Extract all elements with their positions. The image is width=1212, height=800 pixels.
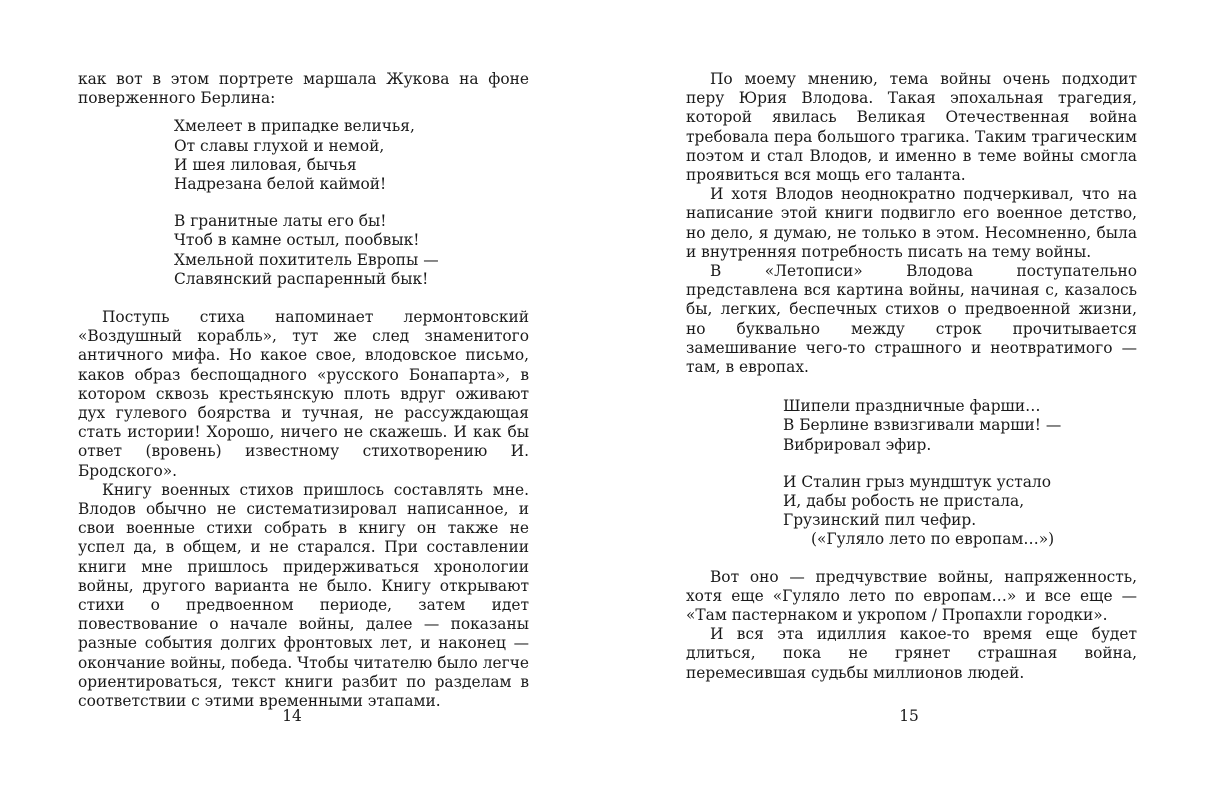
page-number: 15 (899, 707, 919, 725)
poem-line: Вибрировал эфир. (783, 435, 932, 454)
poem-line: Шипели праздничные фарши… (783, 397, 1041, 416)
left-paragraph: Книгу военных стихов пришлось составлять мне. Влодов обычно не систематизировал написанное, и свои военные стихи собрать в книгу он также не успел да, в общем, и не старался. При составлении книги мне пришлось придерживаться хронологии войны, другого варианта не было. Книгу открывают стихи о предвоенном периоде, затем идет повествование о начале войны, далее — показаны разные события долгих фронтовых лет, и наконец — окончание войны, победа. Чтобы читателю было легче ориентироваться, текст книги разбит по разделам в соответствии с этими временными этапами. (78, 480, 529, 711)
left-text-column (78, 70, 529, 711)
right-paragraph: Вот оно — предчувствие войны, напряженность, хотя еще «Гуляло лето по европам…» и все еще — «Там пастернаком и укропом / Пропахли городки». (686, 567, 1137, 625)
right-paragraph: В «Летописи» Влодова поступательно представлена вся картина войны, начиная с, казалось бы, легких, беспечных стихов о предвоенной жизни, но буквально между строк прочитывается замешивание чего-то страшного и неотвратимого — там, в европах. (686, 262, 1137, 377)
left-paragraph: Поступь стиха напоминает лермонтовский «Воздушный корабль», тут же след знаменитого античного мифа. Но какое свое, влодовское письмо, каков образ беспощадного «русского Бонапарта», в котором сквозь крестьянскую плоть вдруг оживают дух гулевого боярства и тучная, не рассуждающая стать истории! Хорошо, ничего не скажешь. И как бы ответ (вровень) известному стихотворению И. Бродского». (78, 308, 529, 480)
left-paragraph-continuation: как вот в этом портрете маршала Жукова на фоне поверженного Берлина: (78, 70, 529, 108)
poem-line: Чтоб в камне остыл, пообвык! (174, 231, 420, 250)
poem-stanza (783, 473, 1137, 550)
poem-line: Грузинский пил чефир. (783, 511, 977, 530)
page-number: 14 (282, 707, 302, 725)
right-paragraph: По моему мнению, тема войны очень подходит перу Юрия Влодова. Такая эпохальная трагедия, которой явилась Великая Отечественная война требовала пера большого трагика. Таким трагическим поэтом и стал Влодов, и именно в теме войны смогла проявиться вся мощь его таланта. (686, 70, 1137, 185)
right-poem (686, 397, 1137, 549)
poem-line: От славы глухой и немой, (174, 136, 385, 155)
poem-stanza (174, 212, 529, 289)
right-paragraph: И хотя Влодов неоднократно подчеркивал, что на написание этой книги подвигло его военное детство, но дело, я думаю, не только в этом. Несомненно, была и внутренняя потребность писать на тему войны. (686, 185, 1137, 261)
right-paragraph: И вся эта идиллия какое-то время еще будет длиться, пока не грянет страшная война, перемесившая судьбы миллионов людей. (686, 625, 1137, 682)
poem-stanza (783, 397, 1137, 455)
right-page (606, 0, 1212, 800)
poem-line: И, дабы робость не пристала, (783, 492, 1025, 511)
poem-line: Надрезана белой каймой! (174, 175, 387, 194)
poem-attribution: («Гуляло лето по европам…») (811, 530, 1055, 549)
left-poem (78, 117, 529, 289)
poem-line: Славянский распаренный бык! (174, 269, 429, 288)
poem-line: В Берлине взвизгивали марши! — (783, 416, 1062, 435)
poem-line: И Сталин грыз мундштук устало (783, 472, 1051, 491)
poem-line: И шея лиловая, бычья (174, 155, 357, 174)
poem-line: Хмельной похититель Европы — (174, 250, 439, 269)
right-text-column (686, 70, 1137, 683)
poem-line: Хмелеет в припадке величья, (174, 117, 415, 136)
poem-line: В гранитные латы его бы! (174, 212, 387, 231)
poem-stanza (174, 117, 529, 194)
